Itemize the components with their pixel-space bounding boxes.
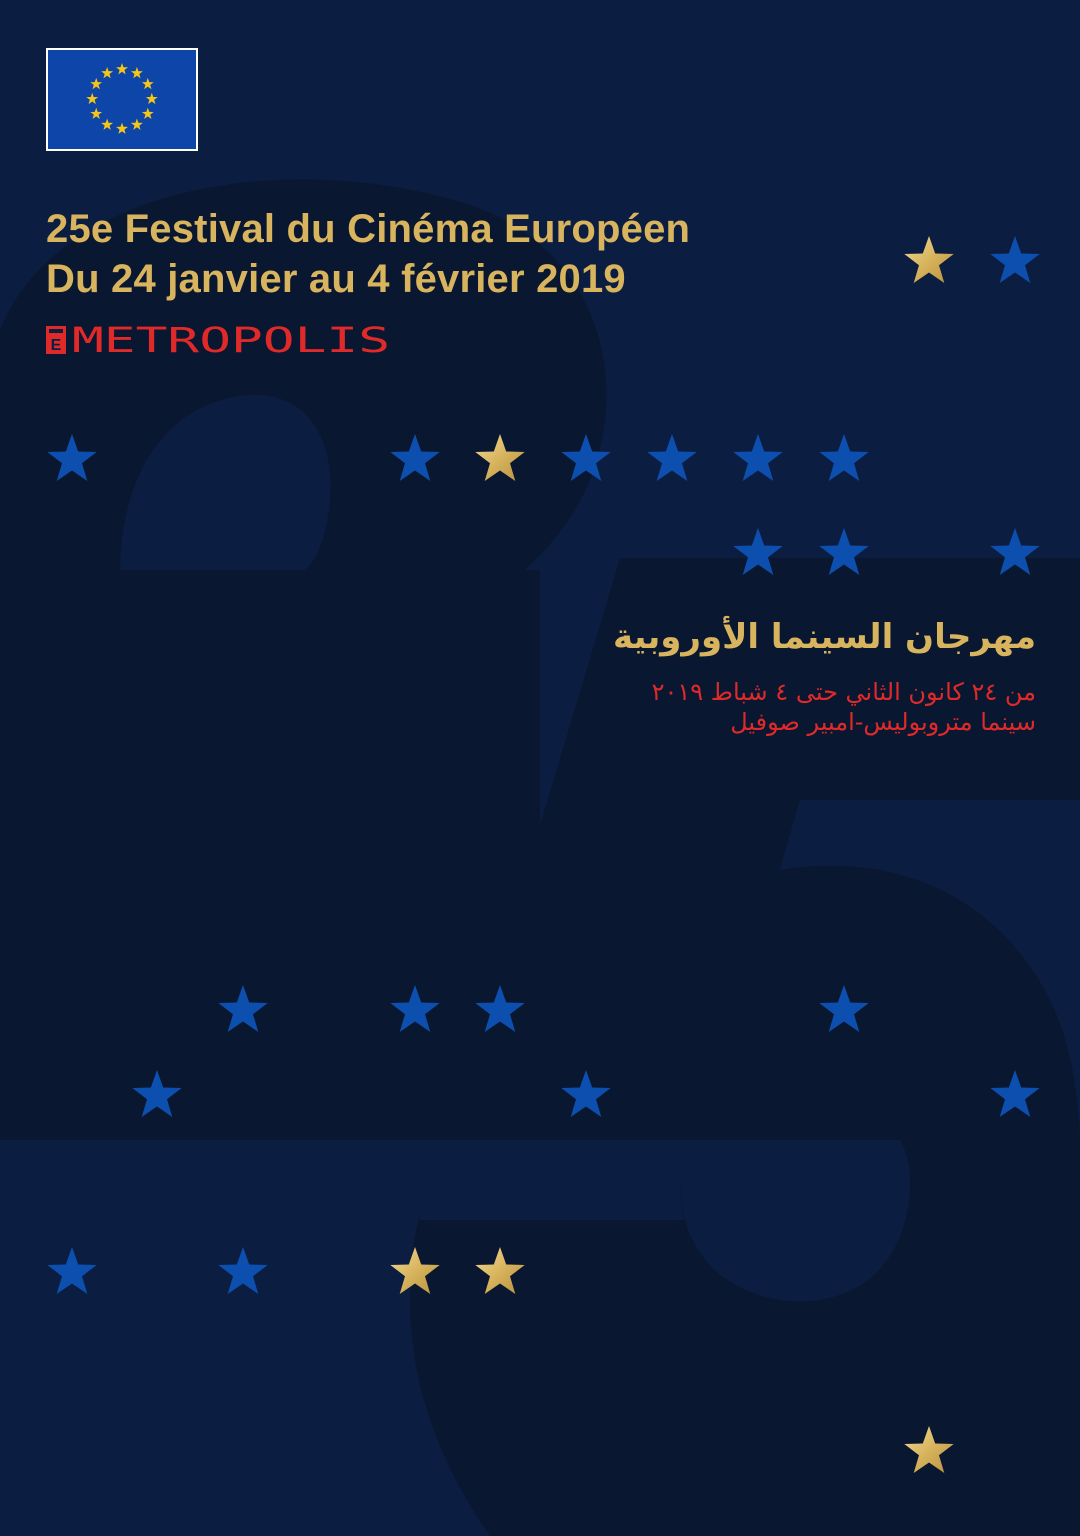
arabic-festival-venue: سينما متروبوليس-امبير صوفيل xyxy=(730,708,1036,736)
eu-flag-star-icon xyxy=(101,67,113,78)
metropolis-wordmark: METROPOLIS xyxy=(72,326,390,354)
eu-flag-star-icon xyxy=(101,119,113,130)
digit-5-inner-cut xyxy=(420,1180,684,1220)
metropolis-emblem-letter: E xyxy=(50,337,62,354)
eu-flag-star-icon xyxy=(86,93,98,104)
festival-title: 25e Festival du Cinéma Européen xyxy=(46,207,691,251)
metropolis-logo xyxy=(46,326,396,354)
eu-stars-circle-icon xyxy=(48,50,196,149)
eu-flag-star-icon xyxy=(146,93,158,104)
eu-flag-logo xyxy=(46,48,198,151)
eu-flag-star-icon xyxy=(131,119,143,130)
eu-flag-star-icon xyxy=(116,123,128,134)
eu-flag-star-icon xyxy=(90,108,102,119)
festival-dates: Du 24 janvier au 4 février 2019 xyxy=(46,257,626,301)
eu-flag-star-icon xyxy=(116,63,128,74)
eu-flag-star-icon xyxy=(142,108,154,119)
arabic-festival-title: مهرجان السينما الأوروبية xyxy=(612,617,1036,657)
eu-flag-star-icon xyxy=(90,78,102,89)
eu-flag-star-icon xyxy=(142,78,154,89)
eu-flag-star-icon xyxy=(131,67,143,78)
arabic-festival-dates: من ٢٤ كانون الثاني حتى ٤ شباط ٢٠١٩ xyxy=(651,678,1036,706)
metropolis-emblem-icon xyxy=(46,326,66,354)
